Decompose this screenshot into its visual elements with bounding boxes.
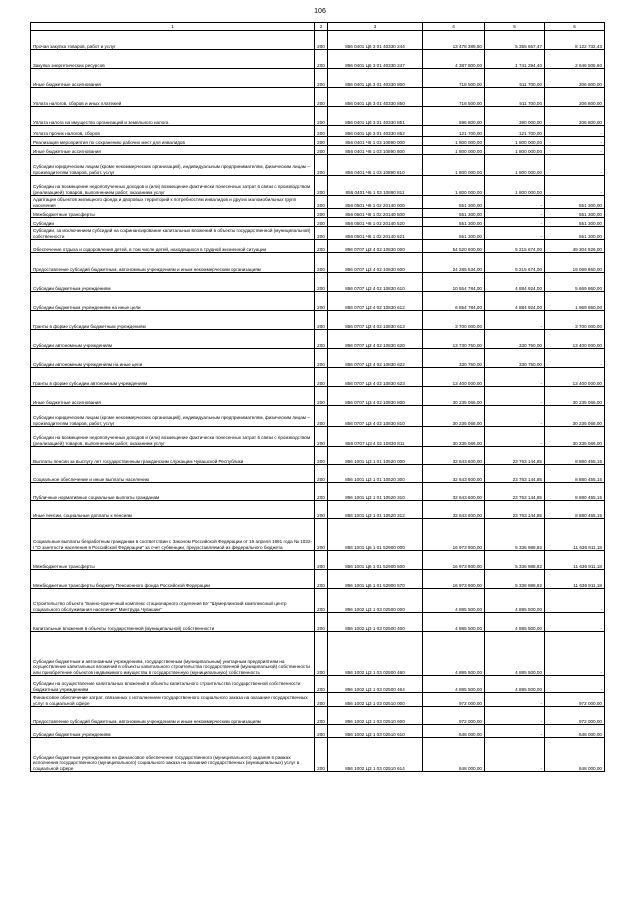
row-amount-col6: 8 880 455,15 [545,447,605,465]
row-description: Субсидии автономным учреждениям [31,330,315,349]
table-row [31,196,605,209]
row-amount-col5: 5 355 657,47 [485,31,545,50]
row-code: 200 [315,406,328,427]
row-description: Межбюджетные трансферты [31,209,315,218]
row-code: 200 [315,349,328,368]
row-amount-col4: 54 520 600,00 [423,240,485,253]
row-amount-col6: 49 304 926,00 [545,240,605,253]
row-description: Субсидии бюджетным учреждениям на иные цели [31,292,315,311]
row-code: 200 [315,273,328,292]
row-amount-col6: - [545,613,605,632]
row-code: 200 [315,551,328,570]
table-row [31,738,605,772]
row-amount-col6: 11 636 911,18 [545,551,605,570]
row-classification-code: 856 0501 Ч6 1 02 20140 521 [328,227,423,240]
row-amount-col6: 206 800,00 [545,69,605,88]
row-amount-col6: 1 969 860,00 [545,292,605,311]
row-amount-col4: 551 300,00 [423,196,485,209]
row-classification-code: 856 0401 Ч6 1 03 10890 810 [328,155,423,176]
row-classification-code: 856 0401 Ц6 3 01 40330 851 [328,107,423,126]
table-row [31,176,605,196]
table-row [31,368,605,387]
table-row [31,311,605,330]
row-amount-col5: - [485,725,545,738]
table-row [31,447,605,465]
table-row [31,589,605,613]
row-amount-col4: 330 750,00 [423,349,485,368]
row-amount-col4: 648 000,00 [423,725,485,738]
row-description: Уплата налога на имущество организаций и земельного налога [31,107,315,126]
row-amount-col4: 32 643 600,00 [423,465,485,483]
row-amount-col5: 4 885 500,00 [485,613,545,632]
row-amount-col6: 30 235 066,00 [545,406,605,427]
row-description: Уплата прочих налогов, сборов [31,126,315,137]
row-code: 200 [315,465,328,483]
row-amount-col6: - [545,176,605,196]
row-amount-col5: - [485,387,545,406]
table-row [31,218,605,227]
row-amount-col5: 511 700,00 [485,88,545,107]
row-classification-code: 856 1001 Ц3 1 01 10520 300 [328,465,423,483]
row-description: Публичные нормативные социальные выплаты гражданам [31,483,315,501]
row-amount-col4: 4 885 500,00 [423,589,485,613]
row-code: 200 [315,50,328,69]
table-row [31,676,605,693]
row-classification-code: 856 0707 Ц3 4 02 10830 600 [328,253,423,273]
row-classification-code: 856 1002 Ц3 1 03 02500 460 [328,632,423,676]
column-header: 5 [485,23,545,31]
row-amount-col4: 3 700 000,00 [423,311,485,330]
row-amount-col4: 13 730 750,00 [423,330,485,349]
row-description: Финансовое обеспечение затрат, связанных с исполнением государственного социального заказа на оказание государственных услуг в социальной сфере [31,693,315,707]
row-classification-code: 856 1001 Ц6 1 01 52900 000 [328,519,423,551]
row-description: Строительство объекта "Банно-прачечный комплекс стационарного отделения БУ "Шумерлинский комплексный центр социального обслуживания населения" Минтруда Чувашии" [31,589,315,613]
row-amount-col5: 5 336 988,82 [485,570,545,589]
row-amount-col5: 23 763 144,85 [485,501,545,519]
row-description: Иные бюджетные ассигнования [31,387,315,406]
row-amount-col6: 551 300,00 [545,227,605,240]
table-row [31,427,605,447]
table-row [31,240,605,253]
row-amount-col5: 4 884 924,00 [485,273,545,292]
row-code: 200 [315,368,328,387]
row-amount-col5: 4 885 500,00 [485,589,545,613]
row-code: 200 [315,253,328,273]
row-amount-col4: 718 500,00 [423,88,485,107]
table-row [31,227,605,240]
row-classification-code: 856 1001 Ц3 1 01 10520 312 [328,501,423,519]
row-amount-col5: 5 336 988,82 [485,551,545,570]
table-row [31,330,605,349]
row-amount-col4: 648 000,00 [423,738,485,772]
row-amount-col4: 4 885 500,00 [423,676,485,693]
table-row [31,501,605,519]
row-description: Субсидии [31,218,315,227]
row-description: Капитальные вложения в объекты государственной (муниципальной) собственности [31,613,315,632]
table-row [31,69,605,88]
row-amount-col5: - [485,427,545,447]
row-amount-col5: - [485,311,545,330]
row-classification-code: 856 0707 Ц3 4 02 10830 622 [328,349,423,368]
row-amount-col6: - [545,146,605,155]
row-amount-col4: 121 700,00 [423,126,485,137]
row-amount-col4: 13 400 000,00 [423,368,485,387]
row-description: Выплаты пенсии за выслугу лет государственным гражданским служащим Чувашской Республики [31,447,315,465]
row-amount-col4: 6 854 784,00 [423,292,485,311]
row-amount-col5: 5 336 988,82 [485,519,545,551]
row-amount-col5: - [485,693,545,707]
row-amount-col4: 718 500,00 [423,69,485,88]
page-number: 106 [314,8,326,15]
table-row [31,519,605,551]
row-code: 200 [315,330,328,349]
row-description: Субсидии на возмещение недополученных доходов и (или) возмещение фактически понесенных затрат в связи с производством (реализацией) товаров, выполнением работ, оказанием услуг [31,176,315,196]
row-amount-col5: - [485,738,545,772]
row-code: 200 [315,570,328,589]
row-amount-col5: 5 215 674,00 [485,253,545,273]
row-amount-col4: 4 885 500,00 [423,613,485,632]
row-description: Межбюджетные трансферты бюджету Пенсионного фонда Российской Федерации [31,570,315,589]
row-amount-col4: 32 643 600,00 [423,501,485,519]
row-amount-col4: 972 000,00 [423,707,485,725]
row-description: Гранты в форме субсидии автономным учреждениям [31,368,315,387]
row-description: Субсидии бюджетным и автономным учреждениям, государственным (муниципальным) унитарным предприятиям на осуществление капитальных вложений в объекты капитального строительства государственной (муниципальной) собственности или приобретение объектов недвижимого имущества в государственную (муниципальную) собственность [31,632,315,676]
row-code: 200 [315,227,328,240]
row-classification-code: 856 0707 Ц3 4 02 10830 811 [328,427,423,447]
row-amount-col6: 8 880 455,15 [545,501,605,519]
row-amount-col5: 23 763 144,85 [485,465,545,483]
row-amount-col4: 13 478 389,50 [423,31,485,50]
row-code: 200 [315,126,328,137]
table-row [31,725,605,738]
row-classification-code: 856 0707 Ц3 4 02 10830 623 [328,368,423,387]
row-classification-code: 856 1002 Ц3 1 03 02510 000 [328,693,423,707]
row-amount-col4: 16 973 900,00 [423,551,485,570]
row-amount-col5: 4 885 500,00 [485,632,545,676]
row-classification-code: 856 1002 Ц3 1 03 02510 610 [328,725,423,738]
row-code: 200 [315,88,328,107]
row-amount-col6: - [545,632,605,676]
row-amount-col6: 8 122 732,43 [545,31,605,50]
row-classification-code: 856 0401 Ч6 1 03 10890 800 [328,146,423,155]
row-classification-code: 856 1002 Ц3 1 03 02510 600 [328,707,423,725]
row-classification-code: 856 1002 Ц3 1 03 02510 614 [328,738,423,772]
row-description: Межбюджетные трансферты [31,551,315,570]
row-amount-col5: 1 800 000,00 [485,155,545,176]
row-classification-code: 856 0401 Ц6 3 01 40330 247 [328,50,423,69]
row-classification-code: 856 1002 Ц3 1 03 02500 464 [328,676,423,693]
row-amount-col6: 5 669 860,00 [545,273,605,292]
column-header: 3 [328,23,423,31]
row-description: Субсидии юридическим лицам (кроме некоммерческих организаций), индивидуальным предпринимателям, физическим лицам – производителям товаров, работ, услуг [31,406,315,427]
row-description: Субсидии автономным учреждениям на иные цели [31,349,315,368]
row-classification-code: 856 1002 Ц3 1 03 02500 400 [328,613,423,632]
row-code: 200 [315,311,328,330]
row-amount-col6: - [545,349,605,368]
row-amount-col4: 972 000,00 [423,693,485,707]
row-code: 200 [315,632,328,676]
row-description: Иные бюджетные ассигнования [31,69,315,88]
row-description: Субсидии на осуществление капитальных вложений в объекты капитального строительства государственной собственности бюджетным учреждениям [31,676,315,693]
table-row [31,707,605,725]
row-description: Адаптация объектов жилищного фонда и дворовых территорий к потребностям инвалидов и других маломобильных групп населения [31,196,315,209]
row-amount-col6: - [545,137,605,146]
row-description: Предоставление субсидий бюджетным, автономным учреждениям и иным некоммерческим организациям [31,253,315,273]
column-header: 1 [31,23,315,31]
row-amount-col4: 596 800,00 [423,107,485,126]
row-classification-code: 856 1001 Ц3 1 01 10520 310 [328,483,423,501]
table-row [31,273,605,292]
row-amount-col4: 1 800 000,00 [423,137,485,146]
row-amount-col5: 1 741 294,40 [485,50,545,69]
row-classification-code: 856 0707 Ц3 4 02 10830 810 [328,406,423,427]
row-amount-col6: - [545,676,605,693]
row-description: Обеспечение отдыха и оздоровления детей, в том числе детей, находящихся в трудной жизненной ситуации [31,240,315,253]
row-code: 200 [315,427,328,447]
row-amount-col6: - [545,126,605,137]
table-row [31,570,605,589]
row-amount-col4: 1 800 000,00 [423,176,485,196]
row-classification-code: 856 0501 Ч6 1 02 20140 520 [328,218,423,227]
row-classification-code: 856 0501 Ч6 1 02 20140 500 [328,209,423,218]
row-amount-col6: - [545,589,605,613]
row-code: 200 [315,589,328,613]
row-classification-code: 856 1001 Ц6 1 01 52900 500 [328,551,423,570]
row-classification-code: 856 0401 Ц6 3 01 40330 244 [328,31,423,50]
row-code: 200 [315,483,328,501]
row-description: Иные пенсии, социальные доплаты к пенсиям [31,501,315,519]
row-description: Социальное обеспечение и иные выплаты населению [31,465,315,483]
row-amount-col6: 972 000,00 [545,693,605,707]
row-code: 200 [315,240,328,253]
row-amount-col6: 551 300,00 [545,209,605,218]
row-amount-col4: 30 235 066,00 [423,427,485,447]
row-amount-col6: 206 800,00 [545,88,605,107]
budget-table [30,22,605,772]
row-amount-col5: 330 750,00 [485,349,545,368]
row-amount-col6: 648 000,00 [545,725,605,738]
row-amount-col4: 551 300,00 [423,218,485,227]
row-code: 200 [315,69,328,88]
row-amount-col4: 32 643 600,00 [423,483,485,501]
row-amount-col4: 4 387 800,00 [423,50,485,69]
row-amount-col4: 551 300,00 [423,227,485,240]
table-row [31,253,605,273]
row-code: 200 [315,146,328,155]
table-row [31,126,605,137]
row-code: 200 [315,676,328,693]
row-description: Субсидии бюджетным учреждениям [31,273,315,292]
row-classification-code: 856 0707 Ц3 4 02 10830 620 [328,330,423,349]
row-code: 200 [315,738,328,772]
table-row [31,137,605,146]
column-header: 4 [423,23,485,31]
row-amount-col4: 1 800 000,00 [423,146,485,155]
row-classification-code: 856 1001 Ц3 1 01 10520 000 [328,447,423,465]
row-amount-col4: 10 554 784,00 [423,273,485,292]
row-amount-col6: 3 700 000,00 [545,311,605,330]
row-classification-code: 856 0401 Ц6 3 01 40330 852 [328,126,423,137]
row-amount-col6: 551 300,00 [545,196,605,209]
row-code: 200 [315,196,328,209]
row-code: 200 [315,447,328,465]
table-row [31,31,605,50]
row-description: Субсидии бюджетным учреждениям [31,725,315,738]
row-code: 200 [315,387,328,406]
row-amount-col5: 23 763 144,85 [485,483,545,501]
table-row [31,88,605,107]
row-amount-col5: 511 700,00 [485,69,545,88]
row-amount-col5: 5 215 674,00 [485,240,545,253]
row-amount-col6: 19 069 860,00 [545,253,605,273]
row-amount-col4: 1 800 000,00 [423,155,485,176]
row-classification-code: 856 0707 Ц3 4 02 10830 000 [328,240,423,253]
table-row [31,209,605,218]
row-description: Закупка энергетических ресурсов [31,50,315,69]
row-amount-col6: 972 000,00 [545,707,605,725]
row-code: 200 [315,176,328,196]
table-row [31,465,605,483]
row-classification-code: 856 0707 Ц3 4 02 10830 610 [328,273,423,292]
row-amount-col6: 648 000,00 [545,738,605,772]
row-description: Субсидии на возмещение недополученных доходов и (или) возмещение фактически понесенных затрат в связи с производством (реализацией) товаров, выполнением работ, оказанием услуг [31,427,315,447]
table-row [31,50,605,69]
row-amount-col4: 4 885 500,00 [423,632,485,676]
table-row [31,107,605,126]
table-row [31,349,605,368]
row-amount-col5: - [485,707,545,725]
row-code: 200 [315,31,328,50]
row-amount-col5: - [485,196,545,209]
row-amount-col6: - [545,155,605,176]
row-classification-code: 856 1001 Ц6 1 01 52900 570 [328,570,423,589]
row-amount-col5: - [485,227,545,240]
row-amount-col6: 30 235 066,00 [545,427,605,447]
row-description: Иные бюджетные ассигнования [31,146,315,155]
table-row [31,406,605,427]
row-amount-col5: 1 800 000,00 [485,137,545,146]
row-classification-code: 856 1002 Ц3 1 03 02500 000 [328,589,423,613]
table-body [31,31,605,772]
row-amount-col5: 4 884 924,00 [485,292,545,311]
column-header: 6 [545,23,605,31]
table-row [31,551,605,570]
row-code: 200 [315,155,328,176]
row-classification-code: 856 0707 Ц3 4 02 10830 800 [328,387,423,406]
row-amount-col6: 8 880 455,15 [545,465,605,483]
row-amount-col5: 121 700,00 [485,126,545,137]
row-amount-col5: 1 800 000,00 [485,146,545,155]
row-amount-col6: 13 400 000,00 [545,368,605,387]
row-code: 200 [315,137,328,146]
row-code: 200 [315,107,328,126]
row-amount-col5: 1 800 000,00 [485,176,545,196]
row-description: Субсидии, за исключением субсидий на софинансирование капитальных вложений в объекты государственной (муниципальной) собственности [31,227,315,240]
row-amount-col5: 23 763 144,85 [485,447,545,465]
table-row [31,693,605,707]
table-header-row [31,23,605,31]
row-code: 200 [315,693,328,707]
row-classification-code: 856 0401 Ч6 1 03 10890 000 [328,137,423,146]
table-row [31,292,605,311]
row-amount-col5: 390 000,00 [485,107,545,126]
table-row [31,387,605,406]
column-header: 2 [315,23,328,31]
row-code: 200 [315,218,328,227]
row-amount-col6: 13 400 000,00 [545,330,605,349]
row-code: 200 [315,292,328,311]
row-amount-col4: 16 973 900,00 [423,519,485,551]
row-classification-code: 856 0401 Ч6 1 03 10890 811 [328,176,423,196]
table-row [31,613,605,632]
row-code: 200 [315,519,328,551]
row-amount-col4: 30 235 066,00 [423,406,485,427]
row-amount-col5: 330 750,00 [485,330,545,349]
row-classification-code: 856 0401 Ц6 3 01 40330 800 [328,69,423,88]
row-code: 200 [315,707,328,725]
table-row [31,146,605,155]
row-amount-col5: - [485,406,545,427]
row-amount-col5: - [485,368,545,387]
row-amount-col4: 16 973 900,00 [423,570,485,589]
table-row [31,483,605,501]
row-amount-col5: - [485,218,545,227]
row-amount-col4: 30 235 066,00 [423,387,485,406]
row-amount-col5: 4 885 500,00 [485,676,545,693]
row-description: Прочая закупка товаров, работ и услуг [31,31,315,50]
row-amount-col5: - [485,209,545,218]
row-description: Субсидии бюджетным учреждениям на финансовое обеспечение государственного (муниципального) задания в рамках исполнения государственного (муниципального) социального заказа на оказание государственных (муниципальных) услуг в социальной сфере [31,738,315,772]
row-code: 200 [315,501,328,519]
row-amount-col4: 32 643 600,00 [423,447,485,465]
row-classification-code: 856 0501 Ч6 1 02 20140 000 [328,196,423,209]
row-description: Социальные выплаты безработным гражданам в соответствии с Законом Российской Федерации от 19 апреля 1991 года № 1032-I "О занятости населения в Российской Федерации" за счет субвенции, предоставляемой из федерального бюджета [31,519,315,551]
row-description: Реализация мероприятия по сохранению рабочих мест для инвалидов [31,137,315,146]
row-amount-col4: 551 300,00 [423,209,485,218]
table-row [31,155,605,176]
row-amount-col6: 551 300,00 [545,218,605,227]
row-classification-code: 856 0401 Ц6 3 01 40330 850 [328,88,423,107]
row-amount-col6: 11 636 911,18 [545,570,605,589]
row-code: 200 [315,725,328,738]
row-description: Предоставление субсидий бюджетным, автономным учреждениям и иным некоммерческим организациям [31,707,315,725]
row-amount-col6: 206 800,00 [545,107,605,126]
row-amount-col6: 8 880 455,15 [545,483,605,501]
row-amount-col6: 11 636 911,18 [545,519,605,551]
row-amount-col6: 30 235 066,00 [545,387,605,406]
row-code: 200 [315,613,328,632]
row-description: Уплата налогов, сборов и иных платежей [31,88,315,107]
row-description: Субсидии юридическим лицам (кроме некоммерческих организаций), индивидуальным предпринимателям, физическим лицам – производителям товаров, работ, услуг [31,155,315,176]
row-description: Гранты в форме субсидии бюджетным учреждениям [31,311,315,330]
row-classification-code: 856 0707 Ц3 4 02 10830 613 [328,311,423,330]
row-amount-col6: 2 646 505,60 [545,50,605,69]
row-amount-col4: 24 285 534,00 [423,253,485,273]
row-classification-code: 856 0707 Ц3 4 02 10830 612 [328,292,423,311]
table-row [31,632,605,676]
row-code: 200 [315,209,328,218]
